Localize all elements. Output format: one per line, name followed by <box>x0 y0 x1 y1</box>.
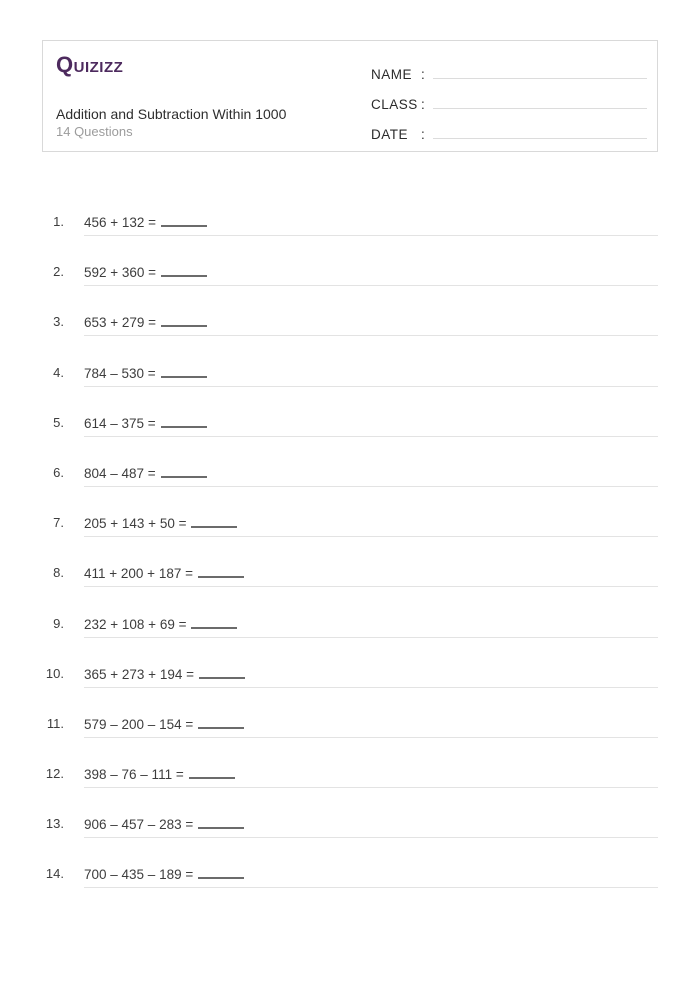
answer-blank <box>161 365 207 378</box>
question-expression: 700 – 435 – 189 = <box>84 867 194 883</box>
question-row-1 <box>0 208 700 258</box>
question-number: 13. <box>45 816 64 832</box>
question-number: 1. <box>53 214 64 229</box>
name-field-row <box>371 52 647 82</box>
question-number: 6. <box>53 464 64 480</box>
answer-blank <box>191 515 237 528</box>
answer-blank <box>161 264 207 277</box>
quizizz-logo: Quizizz <box>56 52 124 77</box>
question-row-3 <box>0 308 700 358</box>
answer-blank <box>161 415 207 428</box>
question-number: 5. <box>53 414 64 430</box>
question-expression: 653 + 279 = <box>84 315 157 331</box>
question-number: 14. <box>45 866 64 882</box>
answer-blank <box>198 866 244 879</box>
answer-blank <box>198 716 244 729</box>
question-expression: 365 + 273 + 194 = <box>84 666 194 682</box>
date-write-line <box>433 138 647 139</box>
question-number: 12. <box>45 766 64 782</box>
answer-blank <box>189 766 235 779</box>
question-row-12 <box>0 760 700 810</box>
question-row-9 <box>0 610 700 660</box>
question-number: 10. <box>45 665 64 681</box>
question-expression: 592 + 360 = <box>84 265 157 281</box>
answer-blank <box>161 465 207 478</box>
date-field-row <box>371 112 647 142</box>
name-label: NAME <box>371 67 413 82</box>
question-row-14 <box>0 860 700 910</box>
question-expression: 579 – 200 – 154 = <box>84 716 194 732</box>
answer-blank <box>199 666 245 679</box>
question-expression: 411 + 200 + 187 = <box>84 566 193 582</box>
question-row-6 <box>0 459 700 509</box>
answer-blank <box>198 816 244 829</box>
question-number: 11. <box>46 715 64 731</box>
date-colon: : <box>421 127 425 142</box>
question-number: 2. <box>53 264 64 280</box>
question-row-11 <box>0 710 700 760</box>
question-expression: 804 – 487 = <box>84 465 156 481</box>
question-row-2 <box>0 258 700 308</box>
question-expression: 784 – 530 = <box>84 365 156 381</box>
question-row-7 <box>0 509 700 559</box>
date-label: DATE <box>371 127 409 142</box>
question-number: 4. <box>53 364 64 380</box>
question-row-4 <box>0 359 700 409</box>
worksheet-header <box>42 40 658 152</box>
class-field-row <box>371 82 647 112</box>
name-colon: : <box>421 67 425 82</box>
question-expression: 614 – 375 = <box>84 415 156 431</box>
question-row-5 <box>0 409 700 459</box>
student-info-fields <box>371 52 647 142</box>
class-colon: : <box>421 97 425 112</box>
question-count: 14 Questions <box>56 124 133 139</box>
answer-blank <box>161 314 207 327</box>
question-row-8 <box>0 559 700 609</box>
question-number: 9. <box>53 615 64 631</box>
class-write-line <box>433 108 647 109</box>
question-expression: 232 + 108 + 69 = <box>84 616 187 632</box>
answer-blank <box>161 214 207 227</box>
question-expression: 906 – 457 – 283 = <box>84 817 194 833</box>
question-number: 8. <box>53 565 64 581</box>
answer-blank <box>198 565 244 578</box>
question-list <box>0 208 700 911</box>
worksheet-title: Addition and Subtraction Within 1000 <box>56 106 287 122</box>
question-number: 7. <box>53 515 64 531</box>
question-row-10 <box>0 660 700 710</box>
answer-blank <box>191 616 237 629</box>
question-number: 3. <box>53 314 64 330</box>
class-label: CLASS <box>371 97 418 112</box>
question-expression: 205 + 143 + 50 = <box>84 516 187 532</box>
question-row-13 <box>0 810 700 860</box>
question-expression: 398 – 76 – 111 = <box>84 767 184 783</box>
question-expression: 456 + 132 = <box>84 215 157 230</box>
name-write-line <box>433 78 647 79</box>
